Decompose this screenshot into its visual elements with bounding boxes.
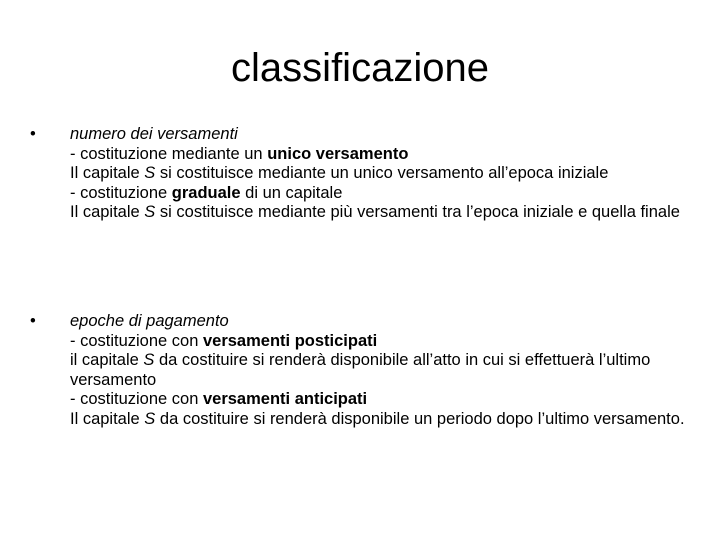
desc-pre: Il capitale (70, 164, 145, 182)
sub-item-prefix: - costituzione (70, 183, 172, 202)
desc-post: si costituisce mediante un unico versamento all’epoca iniziale (155, 164, 609, 182)
sub-item-anticipati (70, 390, 690, 410)
capital-variable: S (144, 164, 156, 182)
bullet-section-pagamento (30, 312, 690, 429)
sub-item-bold: unico versamento (267, 144, 409, 163)
sub-item-suffix: di un capitale (240, 183, 343, 202)
sub-item-prefix: - costituzione mediante un (70, 144, 268, 163)
sub-item-description (70, 203, 690, 223)
desc-post: da costituire si renderà disponibile un periodo dopo l’ultimo versamento. (155, 409, 685, 428)
desc-post: si costituisce mediante più versamenti tra l’epoca iniziale e quella finale (155, 203, 680, 221)
bullet-row (30, 312, 690, 429)
desc-post: da costituire si renderà disponibile all’atto in cui si effettuerà l’ultimo versamento (70, 351, 651, 389)
sub-item-posticipati (70, 332, 690, 352)
sub-item-unico (70, 145, 690, 165)
desc-pre: il capitale (70, 351, 144, 369)
bullet-content (70, 312, 690, 429)
sub-item-description (70, 351, 690, 390)
bullet-icon: • (30, 312, 36, 330)
sub-item-graduale (70, 184, 690, 204)
bullet-icon: • (30, 125, 36, 143)
slide-title: classificazione (231, 46, 489, 90)
sub-item-prefix: - costituzione con (70, 331, 203, 350)
section-heading: epoche di pagamento (70, 312, 229, 330)
sub-item-bold: versamenti anticipati (202, 390, 368, 408)
capital-variable: S (144, 409, 156, 428)
capital-variable: S (143, 351, 155, 369)
sub-item-description (70, 164, 690, 184)
bullet-row (30, 125, 690, 223)
capital-variable: S (144, 203, 156, 221)
bullet-section-versamenti (30, 125, 690, 223)
section-heading: numero dei versamenti (70, 125, 238, 143)
bullet-content (70, 125, 690, 223)
sub-item-bold: graduale (171, 183, 241, 202)
desc-pre: Il capitale (70, 203, 145, 221)
sub-item-prefix: - costituzione con (70, 390, 203, 408)
sub-item-description (70, 410, 690, 430)
sub-item-bold: versamenti posticipati (202, 331, 378, 350)
desc-pre: Il capitale (70, 409, 145, 428)
